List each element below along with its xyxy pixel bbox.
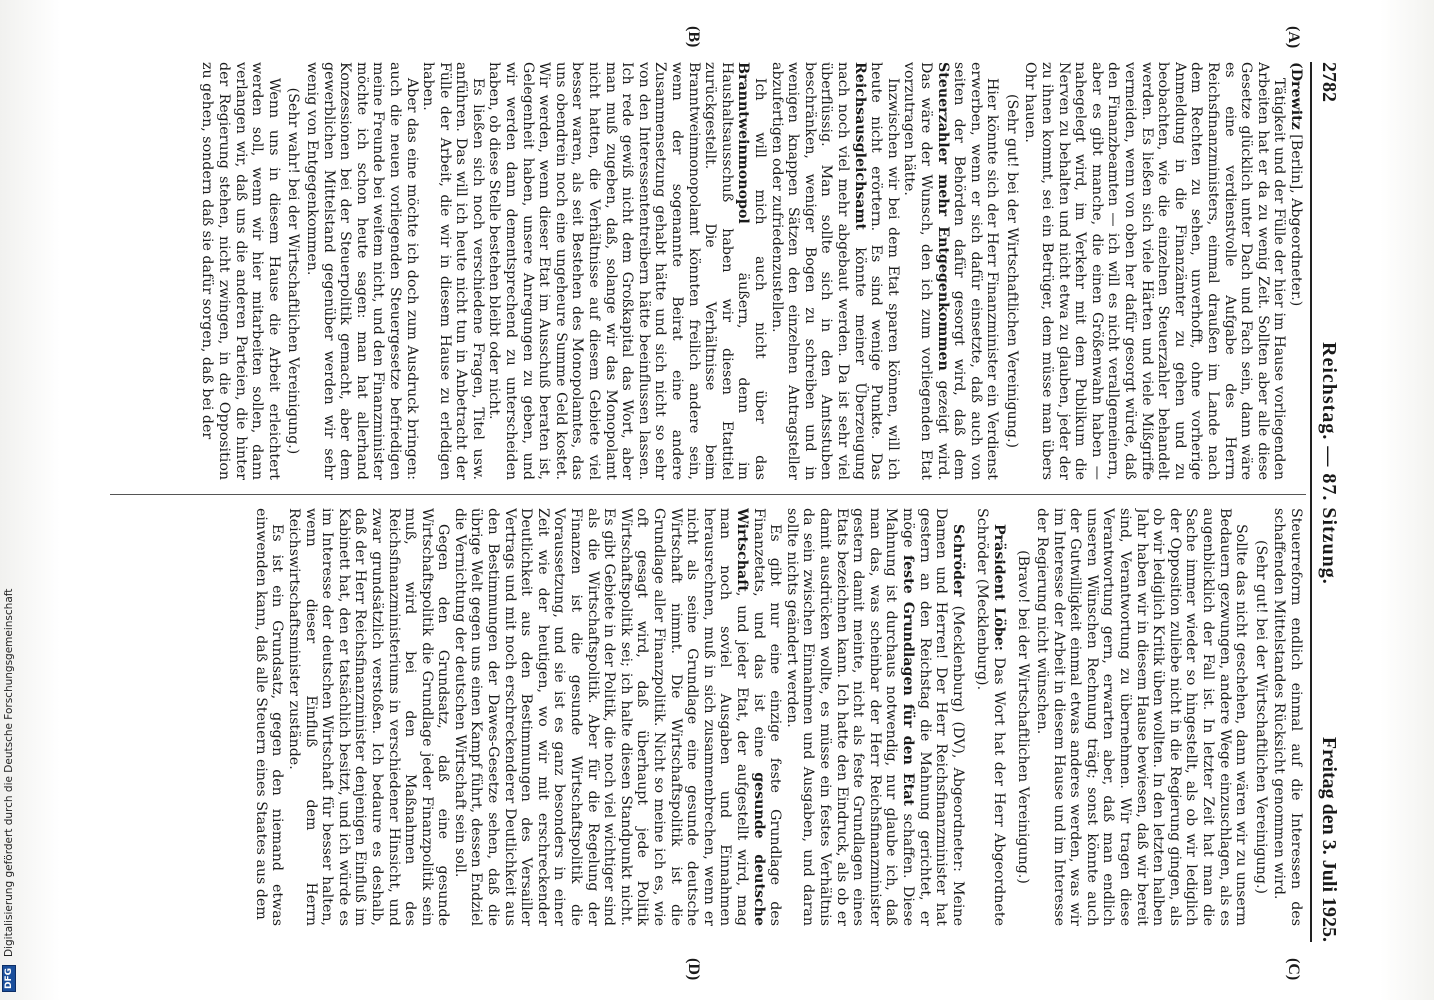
text-paragraph: Hier könnte sich der Herr Finanzminister ein Verdienst erwerben, wenn er sich dafür einsetzte, daß auch von seiten der Behörden dafür gesorgt wird, daß dem Steuerzahler mehr Entgegenkommen gezeigt wird. Das wäre der Wunsch, den ich zum vorliegenden Etat vorzutragen hätte. bbox=[901, 62, 1001, 480]
text-paragraph: Wenn uns in diesem Hause die Arbeit erleichtert werden soll, wenn wir hier mitarbeiten sollen, dann verlangen wir, daß uns die anderen Parteien, die hinter der Regierung stehen, nicht zwingen, in die Opposition zu gehen, sondern daß sie dafür sorgen, daß bei der bbox=[199, 62, 282, 480]
text-paragraph: Aber das eine möchte ich doch zum Ausdruck bringen: auch die neuen vorliegenden Steuergesetze befriedigen meine Freunde bei weitem nicht, und den Finanzminister möchte ich schon heute sagen: man hat allerhand Konzessionen bei der Steuerpolitik gemacht, aber dem gewerblichen Mittelstand gegenüber werden wir sehr wenig von Entgegenkommen. bbox=[303, 62, 420, 480]
speaker-detail: [Berlin], Abgeordneter.) bbox=[1288, 129, 1304, 307]
margin-marker-c: (C) bbox=[1285, 958, 1302, 981]
speaker-paragraph: Präsident Löbe: Das Wort hat der Herr Abgeordnete Schröder (Mecklenburg). bbox=[974, 508, 1007, 926]
margin-marker-a: (A) bbox=[1285, 26, 1302, 49]
dfg-logo: DFG bbox=[2, 965, 16, 992]
speaker-paragraph bbox=[1287, 62, 1304, 480]
emphasized-phrase: Branntweinmonopol bbox=[735, 62, 752, 224]
speaker-name: Präsident Löbe: bbox=[990, 524, 1007, 651]
stage-direction: (Bravo! bei der Wirtschaftlichen Vereinigung.) bbox=[1015, 550, 1032, 884]
text-paragraph: Sollte das nicht geschehen, dann wären wir zu unserm Bedauern gezwungen, andere Wege einzuschlagen, als es augenblicklich der Fall ist. In letzter Zeit hat man die Sache immer wieder so hingestellt, als ob wir lediglich der Opposition zuliebe nicht in die Regierung gingen, als ob wir lediglich Kritik üben wollten. In den letzten halben Jahr haben wir in diesem Hause bewiesen, daß wir bereit sind, Verantwortung zu übernehmen. Wir tragen diese Verantwortung gern, erwarten aber, daß man endlich unseren Wünschen Rechnung trägt; sonst könnte auch der Gutwilligkeit einmal etwas anderes werden, was wir im Interesse der Arbeit in diesem Hause und im Interesse der Regierung nicht wünschen. bbox=[1034, 508, 1250, 926]
text-paragraph: Tätigkeit und der Fülle der hier im Hause vorliegenden Arbeiten hat er da zu wenig Zeit. Sollten aber alle diese Gesetze glücklich unter Dach und Fach sein, dann wäre es eine verdienstvolle Aufgabe des Herrn Reichsfinanzministers, einmal draußen im Lande nach dem Rechten zu sehen, unverhofft, ohne vorherige Anmeldung in die Finanzämter zu gehen und zu beobachten, wie die einzelnen Steuerzahler behandelt werden. Es ließen sich viele Härten und viele Mißgriffe vermeiden, wenn von oben her dafür gesorgt würde, daß den Finanzbeamten — ich will es nicht verallgemeinern, aber es gibt manche, die einen Größenwahn haben — nahegelegt wird, im Verkehr mit dem Publikum die Nerven zu behalten und nicht etwa zu glauben, jeder der zu ihnen kommt, sei ein Betrüger, dem müsse man übers Ohr hauen. bbox=[1022, 62, 1288, 480]
emphasized-phrase: Steuerzahler mehr Entgegenkommen bbox=[934, 62, 951, 371]
left-column bbox=[109, 62, 1304, 480]
text-paragraph: Gegen den Grundsatz, daß eine gesunde Wirtschaftspolitik die Grundlage jeder Finanzpolitik sein muß, wird bei den Maßnahmen des Reichsfinanzministeriums in verschiedener Hinsicht, und zwar grundsätzlich verstoßen. Ich bedaure es deshalb, daß der Herr Reichsfinanzminister denjenigen Einfluß im Kabinett hat, den er tatsächlich besitzt, und ich würde es im Interesse der deutschen Wirtschaft für besser halten, wenn dieser Einfluß dem Herrn Reichswirtschaftsminister zustände. bbox=[285, 508, 452, 926]
speaker-name: Schröder bbox=[949, 524, 966, 597]
margin-marker-d: (D) bbox=[685, 958, 702, 981]
text-paragraph: Ich will mich auch nicht über das Branntweinmonopol äußern, denn im Haushaltsausschuß haben wir diesen Etattitel zurückgestellt. Die Verhältnisse beim Branntweinmonopolamt könnten freilich andere sein, wenn der sogenannte Beirat eine andere Zusammensetzung gehabt hätte und sich nicht so sehr von den Interessententreibern hätte beeinflussen lassen. Ich rede gewiß nicht dem Großkapital das Wort, aber man muß zugeben, daß, solange wir das Monopolamt nicht hatten, die Verhältnisse auf diesem Gebiete viel besser waren, als seit Bestehen des Monopolamtes, das uns obendrein noch eine ungeheure Summe Geld kostet. Wir werden, wenn dieser Etat im Ausschuß beraten ist, Gelegenheit haben, unsere Anregungen zu geben, und wir werden dann dementsprechend zu unterscheiden haben, ob diese Stelle bestehen bleibt oder nicht. bbox=[486, 62, 768, 480]
running-title: Reichstag. — 87. Sitzung. bbox=[1318, 342, 1340, 585]
right-column bbox=[109, 508, 1304, 926]
rotated-page bbox=[102, 26, 1342, 981]
page-header bbox=[1310, 62, 1342, 942]
emphasized-phrase: gesunde deutsche Wirtschaft bbox=[734, 508, 767, 926]
emphasized-phrase: feste Grundlagen für den Etat bbox=[899, 555, 916, 806]
stage-direction: (Sehr gut! bei der Wirtschaftlichen Vereinigung.) bbox=[1003, 93, 1020, 449]
text-paragraph: Es ist ein Grundsatz, gegen den niemand etwas einwenden kann, daß alle Steuern eines Staates aus dem bbox=[252, 508, 286, 926]
column-divider bbox=[110, 494, 1306, 495]
stage-direction: (Sehr gut! bei der Wirtschaftlichen Vereinigung.) bbox=[1252, 539, 1269, 895]
digitization-credit bbox=[0, 0, 18, 1000]
session-date: Freitag den 3. Juli 1925. bbox=[1318, 736, 1340, 942]
credit-text: Digitalisierung gefördert durch die Deutsche Forschungsgemeinschaft bbox=[3, 588, 15, 957]
page-number: 2782 bbox=[1318, 62, 1340, 102]
stage-direction: (Sehr wahr! bei der Wirtschaftlichen Vereinigung.) bbox=[285, 87, 302, 455]
emphasized-phrase: Reichsausgleichsamt bbox=[851, 62, 868, 231]
text-paragraph: Inzwischen wir bei dem Etat sparen können, will ich heute nicht erörtern. Es sind wenige Punkte. Das Reichsausgleichsamt könnte meiner Überzeugung nach noch viel mehr abgebaut werden. Da ist sehr viel überflüssig. Man sollte sich in den Amtsstuben beschränken, weniger Bogen zu schreiben und in wenigen knappen Sätzen den einzelnen Antragsteller abzufertigen oder zufriedenzustellen. bbox=[768, 62, 901, 480]
speaker-paragraph: Schröder (Mecklenburg) (DV), Abgeordneter: Meine Damen und Herren! Der Herr Reichsfinanzminister hat gestern an den Reichstag die Mahnung gerichtet, er möge feste Grundlagen für den Etat schaffen. Diese Mahnung ist durchaus notwendig, nur glaube ich, daß man das, was scheinbar der Herr Reichsfinanzminister gestern damit meinte, nicht als feste Grundlagen eines Etats bezeichnen kann. Ich hatte den Eindruck, als ob er damit ausdrücken wollte, es müsse ein festes Verhältnis da sein zwischen Einnahmen und Ausgaben, und daran sollte nichts geändert werden. bbox=[783, 508, 966, 926]
text-paragraph: Es gibt nur eine einzige feste Grundlage des Finanzetats, und das ist eine gesunde deutsche Wirtschaft, und jeder Etat, der aufgestellt wird, mag man noch soviel Ausgaben und Einnahmen herausrechnen, muß in sich zusammenbrechen, wenn er nicht als seine Grundlage eine gesunde deutsche Wirtschaft nimmt. Die Wirtschaftspolitik ist die Grundlage aller Finanzpolitik. Nicht so meine ich es, wie oft gesagt wird, daß überhaupt jede Politik Wirtschaftspolitik sei; ich halte diesen Standpunkt nicht. Es gibt Gebiete in der Politik, die noch viel wichtiger sind als die Wirtschaftspolitik. Aber für die Regelung der Finanzen ist die gesunde Wirtschaftspolitik die Voraussetzung, und sie ist es ganz besonders in einer Zeit wie der heutigen, wo wir mit erschreckender Deutlichkeit aus den Bestimmungen des Versailler Vertrags und mit noch erschreckenderer Deutlichkeit aus den Bestimmungen der Dawes-Gesetze sehen, daß die übrige Welt gegen uns einen Kampf führt, dessen Endziel die Vernichtung der deutschen Wirtschaft sein soll. bbox=[451, 508, 784, 926]
text-paragraph: Es ließen sich noch verschiedene Fragen, Titel usw. anführen. Das will ich heute nicht tun in Anbetracht der Fülle der Arbeit, die wir in diesem Hause zu erledigen haben. bbox=[420, 62, 486, 480]
text-paragraph: Steuerreform endlich einmal auf die Interessen des schaffenden Mittelstandes Rücksicht genommen wird. bbox=[1271, 508, 1304, 926]
speaker-name: (Drewitz bbox=[1288, 62, 1304, 130]
margin-marker-b: (B) bbox=[685, 26, 702, 48]
